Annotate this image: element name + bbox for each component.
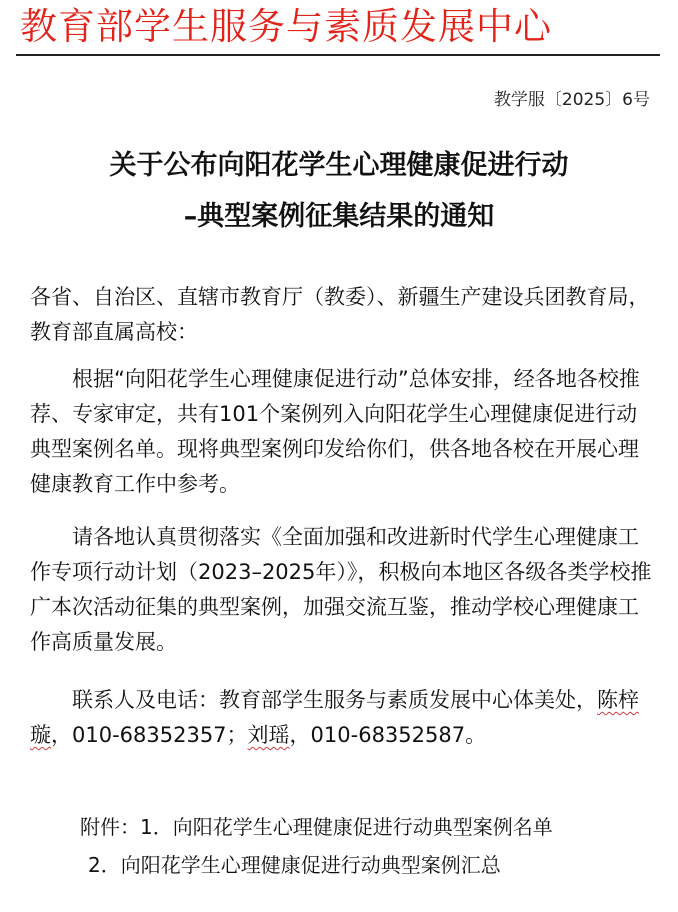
contact-phone-1: ，010-68352357； xyxy=(51,723,248,747)
notice-title-line-1: 关于公布向阳花学生心理健康促进行动 xyxy=(109,150,569,181)
salutation: 各省、自治区、直辖市教育厅（教委）、新疆生产建设兵团教育局，教育部直属高校： xyxy=(30,285,650,344)
header-divider xyxy=(16,54,660,56)
document-number: 教学服〔2025〕6号 xyxy=(493,90,650,110)
paragraph-implementation: 请各地认真贯彻落实《全面加强和改进新时代学生心理健康工作专项行动计划（2023–2025年）》，积极向本地区各级各类学校推广本次活动征集的典型案例，加强交流互鉴，推动学校心理健康工作高质量发展。 xyxy=(30,525,652,654)
contact-name-1: 陈梓璇 xyxy=(30,688,639,747)
attachment-item-2: 2．向阳花学生心理健康促进行动典型案例汇总 xyxy=(88,853,501,877)
contacts-prefix: 联系人及电话：教育部学生服务与素质发展中心体美处， xyxy=(72,688,597,712)
contact-phone-2: ，010-68352587。 xyxy=(289,723,487,747)
attachment-item-1: 附件：1．向阳花学生心理健康促进行动典型案例名单 xyxy=(80,815,553,839)
paragraph-contacts xyxy=(30,683,652,753)
paragraph-arrangement: 根据“向阳花学生心理健康促进行动”总体安排，经各地各校推荐、专家审定，共有101个案例列入向阳花学生心理健康促进行动典型案例名单。现将典型案例印发给你们，供各地各校在开展心理健康教育工作中参考。 xyxy=(30,367,640,496)
document-header-title: 教育部学生服务与素质发展中心 xyxy=(20,5,552,48)
notice-title-line-2: –典型案例征集结果的通知 xyxy=(183,201,495,232)
contact-name-2: 刘瑶 xyxy=(247,723,290,747)
